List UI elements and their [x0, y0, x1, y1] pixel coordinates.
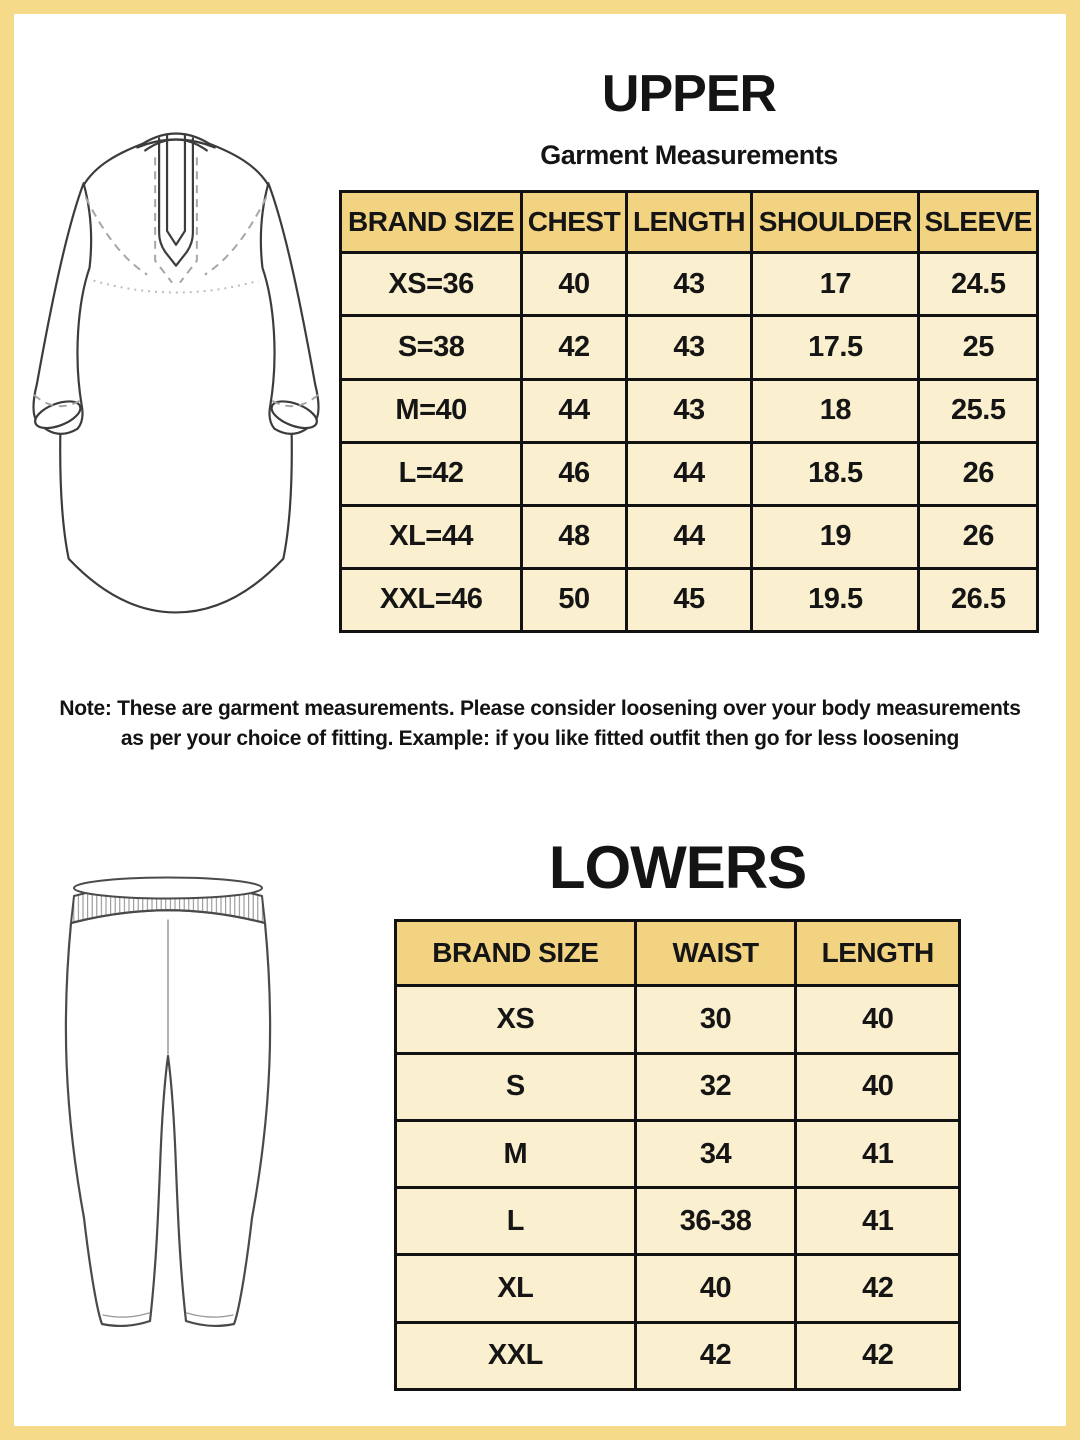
table-cell: S=38 [341, 316, 522, 379]
kurta-illustration [22, 112, 330, 632]
table-cell: 48 [522, 505, 627, 568]
table-row [341, 442, 1038, 505]
table-cell: 17.5 [752, 316, 919, 379]
table-cell: 40 [796, 1053, 960, 1120]
table-cell: M [396, 1120, 636, 1187]
note-line-2: as per your choice of fitting. Example: if you like fitted outfit then go for less loosening [120, 727, 960, 750]
column-header: LENGTH [796, 921, 960, 986]
measurement-note [38, 694, 1042, 754]
table-cell: 32 [635, 1053, 796, 1120]
table-row [396, 1053, 960, 1120]
upper-section-title: UPPER [601, 65, 777, 123]
table-cell: 25.5 [919, 379, 1038, 442]
column-header: WAIST [635, 921, 796, 986]
table-cell: 26.5 [919, 568, 1038, 631]
upper-measurements-table [339, 190, 1039, 633]
note-line-1: Note: These are garment measurements. Please consider loosening over your body measurements [59, 697, 1021, 720]
table-cell: XXL [396, 1322, 636, 1389]
table-cell: 46 [522, 442, 627, 505]
table-cell: XS=36 [341, 253, 522, 316]
table-cell: 45 [626, 568, 751, 631]
table-cell: 40 [796, 986, 960, 1053]
table-cell: 24.5 [919, 253, 1038, 316]
lowers-measurements-table [394, 919, 961, 1391]
table-cell: L=42 [341, 442, 522, 505]
table-row [396, 1322, 960, 1389]
table-cell: 50 [522, 568, 627, 631]
table-row [341, 505, 1038, 568]
table-header-row [341, 192, 1038, 253]
table-cell: S [396, 1053, 636, 1120]
table-cell: 44 [626, 505, 751, 568]
upper-section-subtitle: Garment Measurements [540, 140, 838, 170]
column-header: BRAND SIZE [341, 192, 522, 253]
column-header: LENGTH [626, 192, 751, 253]
table-row [396, 986, 960, 1053]
table-cell: L [396, 1188, 636, 1255]
column-header: CHEST [522, 192, 627, 253]
table-cell: XXL=46 [341, 568, 522, 631]
table-cell: 34 [635, 1120, 796, 1187]
table-cell: 26 [919, 505, 1038, 568]
table-row [341, 379, 1038, 442]
table-row [341, 253, 1038, 316]
pants-illustration [58, 868, 278, 1338]
table-cell: XL=44 [341, 505, 522, 568]
table-cell: 42 [796, 1255, 960, 1322]
table-row [341, 316, 1038, 379]
table-cell: 40 [522, 253, 627, 316]
table-cell: 18 [752, 379, 919, 442]
column-header: SHOULDER [752, 192, 919, 253]
table-cell: 25 [919, 316, 1038, 379]
column-header: BRAND SIZE [396, 921, 636, 986]
table-cell: 43 [626, 316, 751, 379]
table-header-row [396, 921, 960, 986]
table-cell: 42 [635, 1322, 796, 1389]
table-cell: 40 [635, 1255, 796, 1322]
table-cell: 36-38 [635, 1188, 796, 1255]
table-cell: 42 [522, 316, 627, 379]
table-cell: 18.5 [752, 442, 919, 505]
lowers-section-title: LOWERS [548, 834, 807, 901]
table-row [396, 1120, 960, 1187]
table-cell: 44 [522, 379, 627, 442]
table-cell: 17 [752, 253, 919, 316]
table-row [396, 1255, 960, 1322]
table-cell: 26 [919, 442, 1038, 505]
table-cell: XS [396, 986, 636, 1053]
table-cell: 41 [796, 1120, 960, 1187]
table-cell: 19 [752, 505, 919, 568]
column-header: SLEEVE [919, 192, 1038, 253]
table-cell: 41 [796, 1188, 960, 1255]
table-cell: M=40 [341, 379, 522, 442]
table-cell: XL [396, 1255, 636, 1322]
table-cell: 30 [635, 986, 796, 1053]
table-cell: 43 [626, 379, 751, 442]
table-row [341, 568, 1038, 631]
table-cell: 43 [626, 253, 751, 316]
table-cell: 42 [796, 1322, 960, 1389]
table-row [396, 1188, 960, 1255]
table-cell: 19.5 [752, 568, 919, 631]
table-cell: 44 [626, 442, 751, 505]
